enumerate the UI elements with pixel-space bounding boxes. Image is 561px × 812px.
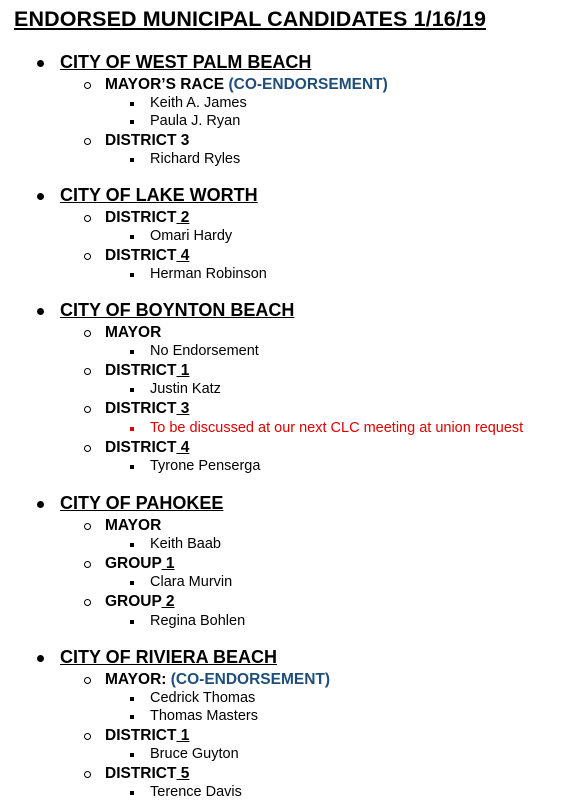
city-heading: CITY OF WEST PALM BEACH (60, 52, 312, 72)
race-label: DISTRICT (105, 438, 177, 456)
race-number: 1 (161, 555, 175, 573)
candidate-name: Regina Bohlen (150, 612, 246, 629)
race-heading (105, 324, 161, 342)
city-bullet (37, 60, 44, 67)
race-label: MAYOR (105, 517, 162, 534)
candidate-name: Clara Murvin (150, 574, 233, 591)
race-number: 2 (161, 593, 175, 611)
race-heading (105, 671, 330, 689)
race-bullet (84, 599, 91, 606)
candidate-name: Justin Katz (150, 381, 221, 398)
candidate-bullet (130, 273, 134, 277)
race-label: MAYOR’S RACE (105, 76, 225, 93)
race-number: 5 (176, 765, 190, 782)
race-heading (105, 76, 388, 94)
race-bullet (84, 138, 91, 145)
race-bullet (84, 82, 91, 89)
candidate-bullet (130, 235, 134, 239)
candidate-name: Herman Robinson (150, 266, 267, 283)
race-bullet (84, 677, 91, 684)
race-number: 1 (176, 362, 190, 380)
race-number: 4 (176, 247, 190, 265)
race-bullet (84, 406, 91, 413)
race-label: MAYOR: (105, 671, 167, 688)
candidate-bullet (130, 102, 134, 106)
candidate-name: Richard Ryles (150, 150, 241, 167)
race-bullet (84, 253, 91, 260)
race-bullet (84, 368, 91, 375)
race-bullet (84, 771, 91, 778)
race-label: DISTRICT (105, 362, 177, 380)
city-bullet (37, 501, 44, 508)
race-bullet (84, 330, 91, 337)
race-heading (105, 362, 189, 380)
candidate-bullet (130, 543, 134, 547)
candidate-bullet (130, 791, 134, 795)
race-heading (105, 593, 175, 611)
candidate-name: Keith A. James (150, 95, 247, 112)
city-heading: CITY OF RIVIERA BEACH (60, 647, 278, 667)
race-heading (105, 400, 189, 418)
candidate-bullet (130, 350, 134, 354)
candidate-name: Tyrone Penserga (150, 457, 261, 474)
candidate-name: Bruce Guyton (150, 745, 239, 762)
candidate-name: To be discussed at our next CLC meeting at union request (150, 419, 524, 436)
race-bullet (84, 523, 91, 530)
candidate-name: Cedrick Thomas (150, 690, 256, 707)
race-number: 3 (176, 400, 190, 418)
candidate-bullet (130, 120, 134, 124)
city-bullet (37, 193, 44, 200)
race-label: DISTRICT (105, 726, 177, 744)
race-heading (105, 517, 161, 535)
race-number: 1 (176, 726, 190, 744)
city-bullet (37, 655, 44, 662)
page-title: ENDORSED MUNICIPAL CANDIDATES 1/16/19 (14, 7, 487, 31)
city-heading: CITY OF BOYNTON BEACH (60, 300, 295, 320)
city-heading: CITY OF PAHOKEE (60, 493, 224, 513)
race-heading (105, 132, 189, 150)
candidate-name: Omari Hardy (150, 228, 233, 245)
race-bullet (84, 445, 91, 452)
race-label: MAYOR (105, 324, 162, 341)
race-heading (105, 555, 175, 573)
city-bullet (37, 308, 44, 315)
race-heading (105, 247, 189, 265)
race-bullet (84, 561, 91, 568)
race-heading (105, 209, 189, 227)
city-heading: CITY OF LAKE WORTH (60, 185, 258, 205)
candidate-name: No Endorsement (150, 343, 259, 360)
race-bullet (84, 215, 91, 222)
candidate-bullet (130, 581, 134, 585)
race-label: DISTRICT (105, 765, 177, 782)
co-endorsement-note: (CO-ENDORSEMENT) (228, 76, 388, 93)
candidate-bullet (130, 753, 134, 757)
candidate-bullet (130, 388, 134, 392)
candidate-name: Paula J. Ryan (150, 112, 241, 129)
race-label: DISTRICT 3 (105, 131, 190, 149)
race-label: GROUP (105, 593, 162, 611)
candidate-bullet (130, 158, 134, 162)
race-label: GROUP (105, 555, 162, 573)
candidate-name: Thomas Masters (150, 707, 258, 724)
race-heading (105, 727, 189, 745)
candidate-name: Keith Baab (150, 536, 221, 553)
race-label: DISTRICT (105, 400, 177, 418)
candidate-bullet (130, 715, 134, 719)
race-bullet (84, 733, 91, 740)
race-heading (105, 439, 189, 457)
candidate-name: Terence Davis (150, 784, 242, 801)
candidate-bullet (130, 427, 134, 431)
candidate-bullet (130, 697, 134, 701)
race-label: DISTRICT (105, 209, 177, 226)
race-number: 2 (176, 209, 190, 226)
race-number: 4 (176, 438, 190, 456)
candidate-bullet (130, 620, 134, 624)
race-label: DISTRICT (105, 247, 177, 265)
race-heading (105, 765, 189, 783)
candidate-bullet (130, 465, 134, 469)
co-endorsement-note: (CO-ENDORSEMENT) (170, 671, 331, 688)
